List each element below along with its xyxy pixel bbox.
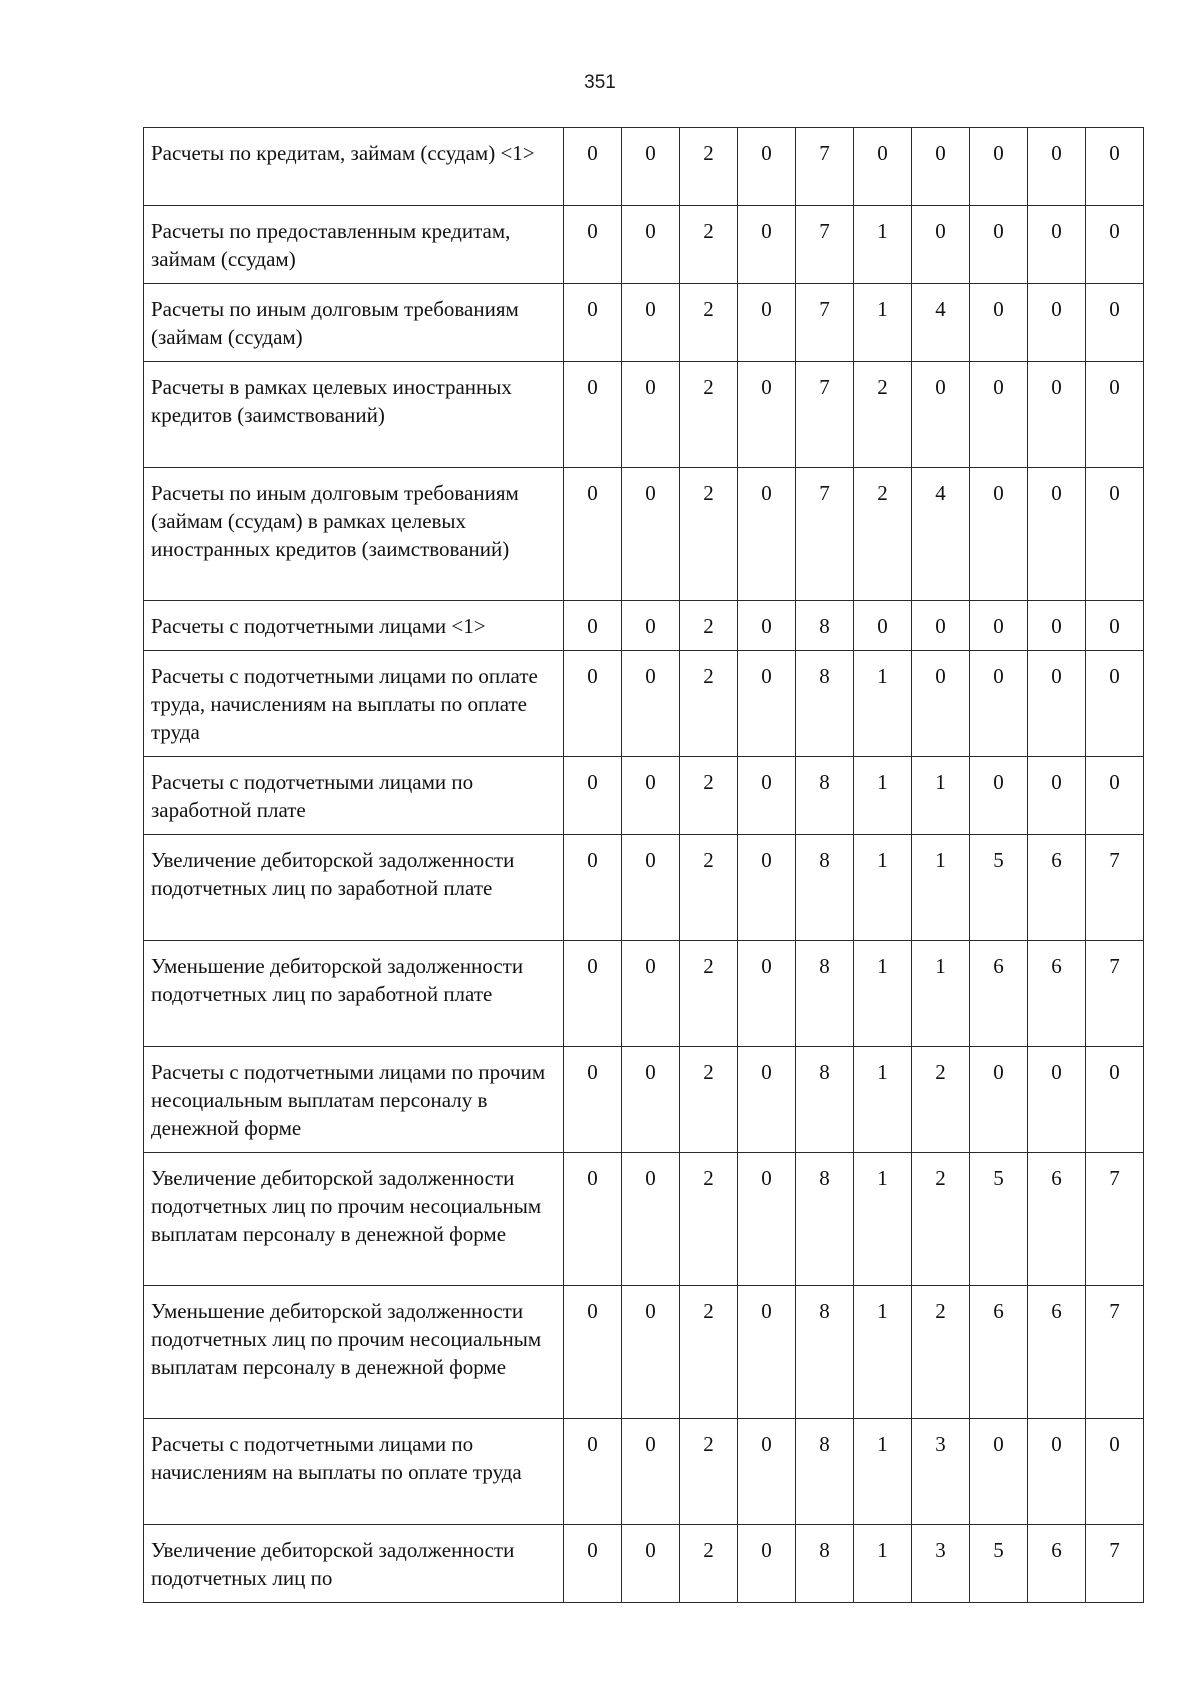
code-digit: 0	[622, 362, 680, 468]
code-digit: 0	[622, 601, 680, 651]
accounts-table-body	[144, 128, 1144, 1603]
code-digit: 2	[680, 835, 738, 941]
table-row	[144, 941, 1144, 1047]
code-digit: 2	[680, 1525, 738, 1603]
code-digit: 5	[970, 835, 1028, 941]
code-digit: 8	[796, 1286, 854, 1419]
code-digit: 7	[1086, 941, 1144, 1047]
table-row	[144, 128, 1144, 206]
code-digit: 8	[796, 1525, 854, 1603]
code-digit: 0	[1028, 1419, 1086, 1525]
table-row	[144, 1286, 1144, 1419]
code-digit: 0	[564, 757, 622, 835]
code-digit: 0	[1086, 757, 1144, 835]
code-digit: 0	[564, 128, 622, 206]
account-description: Расчеты с подотчетными лицами по начислениям на выплаты по оплате труда	[144, 1419, 564, 1525]
code-digit: 1	[854, 1047, 912, 1153]
code-digit: 0	[564, 1419, 622, 1525]
code-digit: 0	[970, 651, 1028, 757]
account-description: Расчеты по иным долговым требованиям (займам (ссудам) в рамках целевых иностранных кредитов (заимствований)	[144, 468, 564, 601]
code-digit: 0	[738, 757, 796, 835]
code-digit: 0	[1028, 128, 1086, 206]
table-row	[144, 362, 1144, 468]
code-digit: 0	[970, 206, 1028, 284]
code-digit: 3	[912, 1525, 970, 1603]
accounts-table	[143, 127, 1144, 1603]
code-digit: 2	[680, 651, 738, 757]
code-digit: 1	[854, 206, 912, 284]
code-digit: 0	[622, 468, 680, 601]
code-digit: 8	[796, 601, 854, 651]
code-digit: 0	[1086, 651, 1144, 757]
code-digit: 2	[854, 362, 912, 468]
code-digit: 8	[796, 1419, 854, 1525]
code-digit: 5	[970, 1525, 1028, 1603]
account-description: Уменьшение дебиторской задолженности подотчетных лиц по прочим несоциальным выплатам персоналу в денежной форме	[144, 1286, 564, 1419]
code-digit: 0	[622, 757, 680, 835]
code-digit: 0	[912, 601, 970, 651]
code-digit: 6	[1028, 1286, 1086, 1419]
code-digit: 0	[854, 601, 912, 651]
code-digit: 0	[622, 206, 680, 284]
code-digit: 0	[564, 1286, 622, 1419]
code-digit: 8	[796, 1153, 854, 1286]
code-digit: 0	[564, 206, 622, 284]
code-digit: 2	[680, 757, 738, 835]
code-digit: 7	[796, 362, 854, 468]
code-digit: 0	[622, 1047, 680, 1153]
code-digit: 0	[564, 651, 622, 757]
code-digit: 0	[738, 835, 796, 941]
account-description: Расчеты по предоставленным кредитам, займам (ссудам)	[144, 206, 564, 284]
code-digit: 1	[912, 835, 970, 941]
code-digit: 0	[622, 1286, 680, 1419]
table-row	[144, 206, 1144, 284]
code-digit: 0	[738, 128, 796, 206]
code-digit: 2	[680, 1419, 738, 1525]
code-digit: 0	[1028, 1047, 1086, 1153]
code-digit: 0	[1028, 468, 1086, 601]
table-row	[144, 1525, 1144, 1603]
code-digit: 1	[912, 757, 970, 835]
code-digit: 2	[912, 1047, 970, 1153]
code-digit: 0	[912, 128, 970, 206]
code-digit: 6	[1028, 941, 1086, 1047]
code-digit: 2	[680, 1153, 738, 1286]
code-digit: 0	[738, 1419, 796, 1525]
code-digit: 0	[1028, 284, 1086, 362]
code-digit: 2	[680, 1047, 738, 1153]
code-digit: 2	[680, 206, 738, 284]
code-digit: 0	[970, 1419, 1028, 1525]
code-digit: 0	[738, 601, 796, 651]
code-digit: 7	[1086, 1153, 1144, 1286]
code-digit: 1	[854, 1286, 912, 1419]
account-description: Увеличение дебиторской задолженности подотчетных лиц по заработной плате	[144, 835, 564, 941]
code-digit: 0	[1028, 651, 1086, 757]
code-digit: 8	[796, 1047, 854, 1153]
code-digit: 0	[738, 206, 796, 284]
code-digit: 0	[1086, 284, 1144, 362]
account-description: Увеличение дебиторской задолженности подотчетных лиц по	[144, 1525, 564, 1603]
code-digit: 2	[680, 468, 738, 601]
code-digit: 0	[738, 284, 796, 362]
code-digit: 7	[1086, 835, 1144, 941]
code-digit: 0	[564, 835, 622, 941]
code-digit: 2	[680, 1286, 738, 1419]
code-digit: 6	[970, 941, 1028, 1047]
code-digit: 8	[796, 941, 854, 1047]
code-digit: 0	[970, 128, 1028, 206]
code-digit: 1	[854, 651, 912, 757]
code-digit: 2	[912, 1153, 970, 1286]
code-digit: 2	[680, 941, 738, 1047]
code-digit: 0	[564, 941, 622, 1047]
code-digit: 0	[738, 1286, 796, 1419]
code-digit: 7	[796, 128, 854, 206]
code-digit: 0	[622, 835, 680, 941]
code-digit: 0	[564, 1525, 622, 1603]
code-digit: 0	[1086, 128, 1144, 206]
code-digit: 1	[912, 941, 970, 1047]
account-description: Расчеты по иным долговым требованиям (займам (ссудам)	[144, 284, 564, 362]
code-digit: 0	[622, 1525, 680, 1603]
code-digit: 0	[912, 362, 970, 468]
code-digit: 0	[738, 1153, 796, 1286]
code-digit: 0	[564, 1047, 622, 1153]
code-digit: 7	[796, 206, 854, 284]
code-digit: 3	[912, 1419, 970, 1525]
code-digit: 0	[912, 206, 970, 284]
code-digit: 0	[970, 601, 1028, 651]
code-digit: 8	[796, 651, 854, 757]
code-digit: 0	[1028, 757, 1086, 835]
code-digit: 8	[796, 757, 854, 835]
code-digit: 7	[1086, 1286, 1144, 1419]
code-digit: 1	[854, 757, 912, 835]
code-digit: 0	[1086, 362, 1144, 468]
code-digit: 5	[970, 1153, 1028, 1286]
code-digit: 0	[738, 362, 796, 468]
code-digit: 1	[854, 284, 912, 362]
code-digit: 0	[738, 651, 796, 757]
code-digit: 0	[970, 757, 1028, 835]
code-digit: 0	[854, 128, 912, 206]
code-digit: 2	[912, 1286, 970, 1419]
table-row	[144, 468, 1144, 601]
account-description: Расчеты с подотчетными лицами по оплате труда, начислениям на выплаты по оплате труда	[144, 651, 564, 757]
code-digit: 0	[622, 941, 680, 1047]
account-description: Расчеты в рамках целевых иностранных кредитов (заимствований)	[144, 362, 564, 468]
code-digit: 0	[738, 941, 796, 1047]
code-digit: 6	[1028, 1525, 1086, 1603]
code-digit: 0	[738, 1525, 796, 1603]
code-digit: 6	[970, 1286, 1028, 1419]
code-digit: 2	[680, 362, 738, 468]
code-digit: 2	[680, 601, 738, 651]
code-digit: 6	[1028, 835, 1086, 941]
account-description: Расчеты с подотчетными лицами по заработной плате	[144, 757, 564, 835]
code-digit: 2	[854, 468, 912, 601]
code-digit: 0	[738, 468, 796, 601]
code-digit: 0	[1028, 206, 1086, 284]
account-description: Уменьшение дебиторской задолженности подотчетных лиц по заработной плате	[144, 941, 564, 1047]
code-digit: 0	[622, 128, 680, 206]
code-digit: 7	[796, 468, 854, 601]
code-digit: 0	[912, 651, 970, 757]
code-digit: 0	[1086, 206, 1144, 284]
table-row	[144, 601, 1144, 651]
table-row	[144, 651, 1144, 757]
code-digit: 0	[738, 1047, 796, 1153]
code-digit: 0	[970, 468, 1028, 601]
code-digit: 1	[854, 835, 912, 941]
account-description: Расчеты с подотчетными лицами <1>	[144, 601, 564, 651]
code-digit: 2	[680, 128, 738, 206]
table-row	[144, 284, 1144, 362]
code-digit: 0	[622, 1419, 680, 1525]
account-description: Увеличение дебиторской задолженности подотчетных лиц по прочим несоциальным выплатам персоналу в денежной форме	[144, 1153, 564, 1286]
table-row	[144, 1419, 1144, 1525]
code-digit: 0	[564, 1153, 622, 1286]
code-digit: 0	[1028, 601, 1086, 651]
page-number: 351	[584, 72, 616, 93]
code-digit: 4	[912, 284, 970, 362]
code-digit: 6	[1028, 1153, 1086, 1286]
code-digit: 0	[564, 468, 622, 601]
code-digit: 0	[1086, 1047, 1144, 1153]
table-row	[144, 1047, 1144, 1153]
code-digit: 2	[680, 284, 738, 362]
code-digit: 7	[1086, 1525, 1144, 1603]
code-digit: 0	[622, 651, 680, 757]
code-digit: 1	[854, 941, 912, 1047]
code-digit: 0	[1086, 1419, 1144, 1525]
code-digit: 7	[796, 284, 854, 362]
code-digit: 0	[970, 362, 1028, 468]
code-digit: 0	[970, 1047, 1028, 1153]
code-digit: 0	[564, 601, 622, 651]
code-digit: 0	[970, 284, 1028, 362]
code-digit: 4	[912, 468, 970, 601]
code-digit: 0	[1086, 601, 1144, 651]
code-digit: 0	[622, 1153, 680, 1286]
code-digit: 0	[564, 362, 622, 468]
code-digit: 0	[1086, 468, 1144, 601]
account-description: Расчеты с подотчетными лицами по прочим несоциальным выплатам персоналу в денежной форме	[144, 1047, 564, 1153]
table-row	[144, 757, 1144, 835]
table-row	[144, 1153, 1144, 1286]
code-digit: 0	[622, 284, 680, 362]
account-description: Расчеты по кредитам, займам (ссудам) <1>	[144, 128, 564, 206]
code-digit: 0	[1028, 362, 1086, 468]
code-digit: 0	[564, 284, 622, 362]
code-digit: 8	[796, 835, 854, 941]
code-digit: 1	[854, 1153, 912, 1286]
code-digit: 1	[854, 1419, 912, 1525]
table-row	[144, 835, 1144, 941]
code-digit: 1	[854, 1525, 912, 1603]
